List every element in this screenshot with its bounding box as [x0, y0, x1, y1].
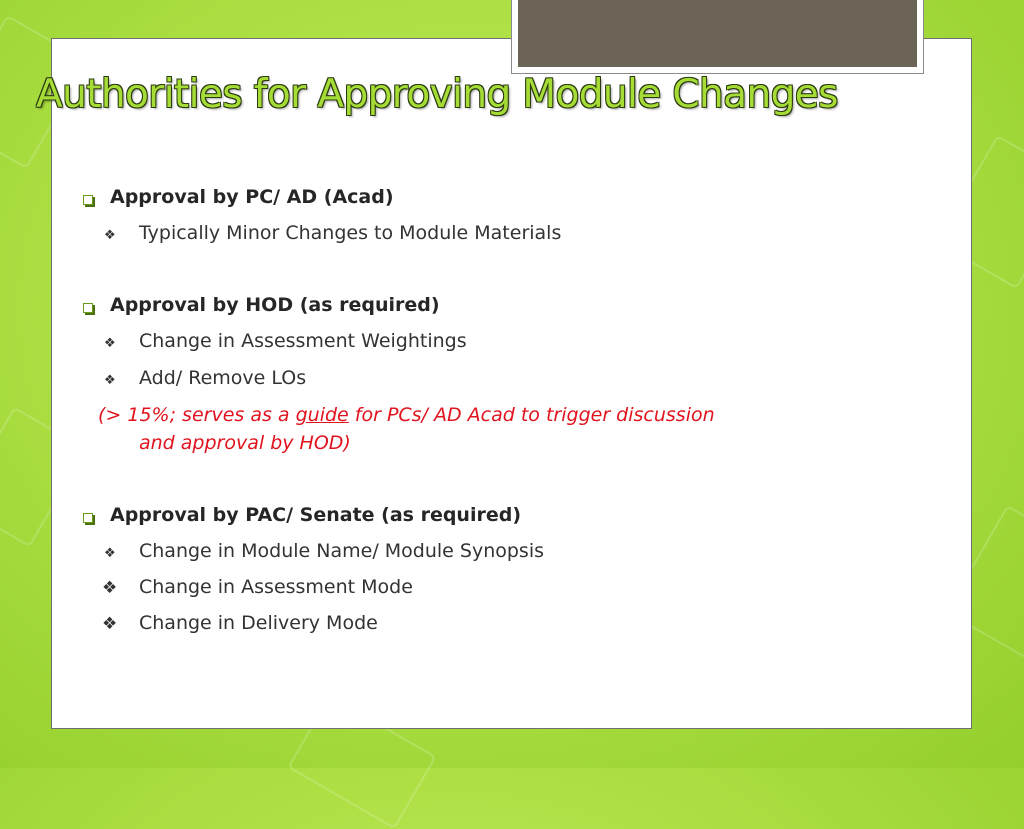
section-item: Change in Delivery Mode: [139, 612, 378, 634]
diamond-bullet-icon: ❖: [104, 373, 116, 388]
section-item: Change in Assessment Mode: [139, 576, 413, 598]
section-item: Change in Assessment Weightings: [139, 330, 467, 352]
diamond-bullet-icon: ❖: [104, 336, 116, 351]
guide-link[interactable]: guide: [295, 404, 349, 426]
note-prefix: (> 15%; serves as a: [98, 404, 296, 426]
square-bullet-icon: [83, 195, 93, 205]
square-bullet-icon: [83, 513, 93, 523]
slide-title: Authorities for Approving Module Changes: [36, 72, 838, 117]
section-item: Change in Module Name/ Module Synopsis: [139, 540, 545, 562]
note-line-2: and approval by HOD): [139, 432, 351, 454]
threshold-note: [98, 401, 918, 457]
note-suffix: for PCs/ AD Acad to trigger discussion: [348, 404, 715, 426]
diamond-bullet-icon: ❖: [104, 228, 116, 243]
diamond-bullet-icon: ❖: [104, 546, 116, 561]
section-heading: Approval by PC/ AD (Acad): [110, 186, 394, 208]
diamond-bullet-icon: ❖: [102, 578, 118, 598]
square-bullet-icon: [83, 303, 93, 313]
diamond-bullet-icon: ❖: [102, 614, 118, 634]
section-heading: Approval by PAC/ Senate (as required): [110, 504, 522, 526]
section-heading: Approval by HOD (as required): [110, 294, 440, 316]
section-item: Add/ Remove LOs: [139, 367, 307, 389]
section-item: Typically Minor Changes to Module Materials: [139, 222, 562, 244]
